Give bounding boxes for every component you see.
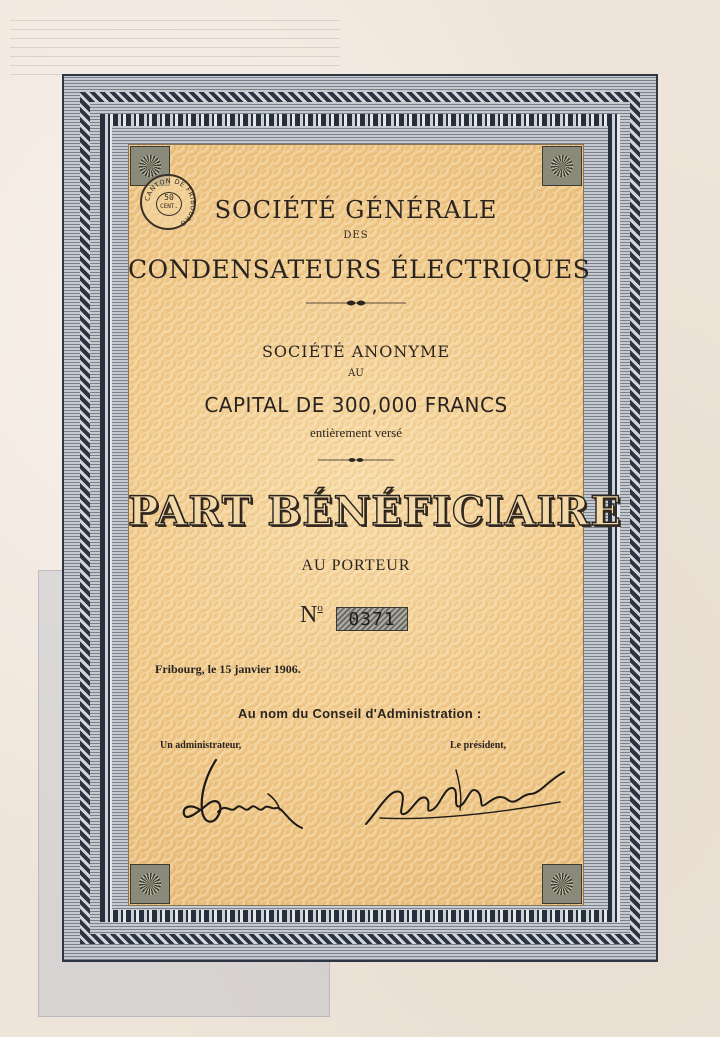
place-and-date: Fribourg, le 15 janvier 1906. <box>155 662 301 676</box>
administrator-signature <box>178 752 308 842</box>
capital-connector: AU <box>348 368 364 379</box>
corner-rosette-icon <box>542 864 582 904</box>
signatory-right-title: Le président, <box>450 740 507 751</box>
stamp-ring-text: CANTON DE FRIBOURG <box>143 176 198 228</box>
number-label-sup: o <box>317 602 323 614</box>
company-name-line-2: CONDENSATEURS ÉLECTRIQUES <box>128 255 591 284</box>
president-signature <box>360 758 580 838</box>
number-label <box>300 602 323 629</box>
ornament-divider-icon <box>318 455 394 465</box>
certificate-number: 0371 <box>348 609 396 630</box>
stamp-value-number: 50 <box>164 193 174 202</box>
company-name-line-1: SOCIÉTÉ GÉNÉRALE <box>214 196 498 224</box>
company-name-connector: DES <box>343 230 369 241</box>
ornament-divider-icon <box>306 298 406 308</box>
share-capital: CAPITAL DE 300,000 FRANCS <box>204 393 508 417</box>
security-type-title: PART BÉNÉFICIAIRE <box>128 488 622 535</box>
signatory-left-title: Un administrateur, <box>160 740 242 751</box>
holder-type: AU PORTEUR <box>301 557 411 574</box>
stamp-value-unit: CENT. <box>159 203 179 210</box>
corner-rosette-icon <box>542 146 582 186</box>
board-statement: Au nom du Conseil d'Administration : <box>238 706 482 721</box>
show-through-text <box>10 20 340 75</box>
capital-status: entièrement versé <box>309 425 403 440</box>
corner-rosette-icon <box>130 864 170 904</box>
company-type: SOCIÉTÉ ANONYME <box>261 342 451 361</box>
number-label-letter: N <box>300 602 318 628</box>
